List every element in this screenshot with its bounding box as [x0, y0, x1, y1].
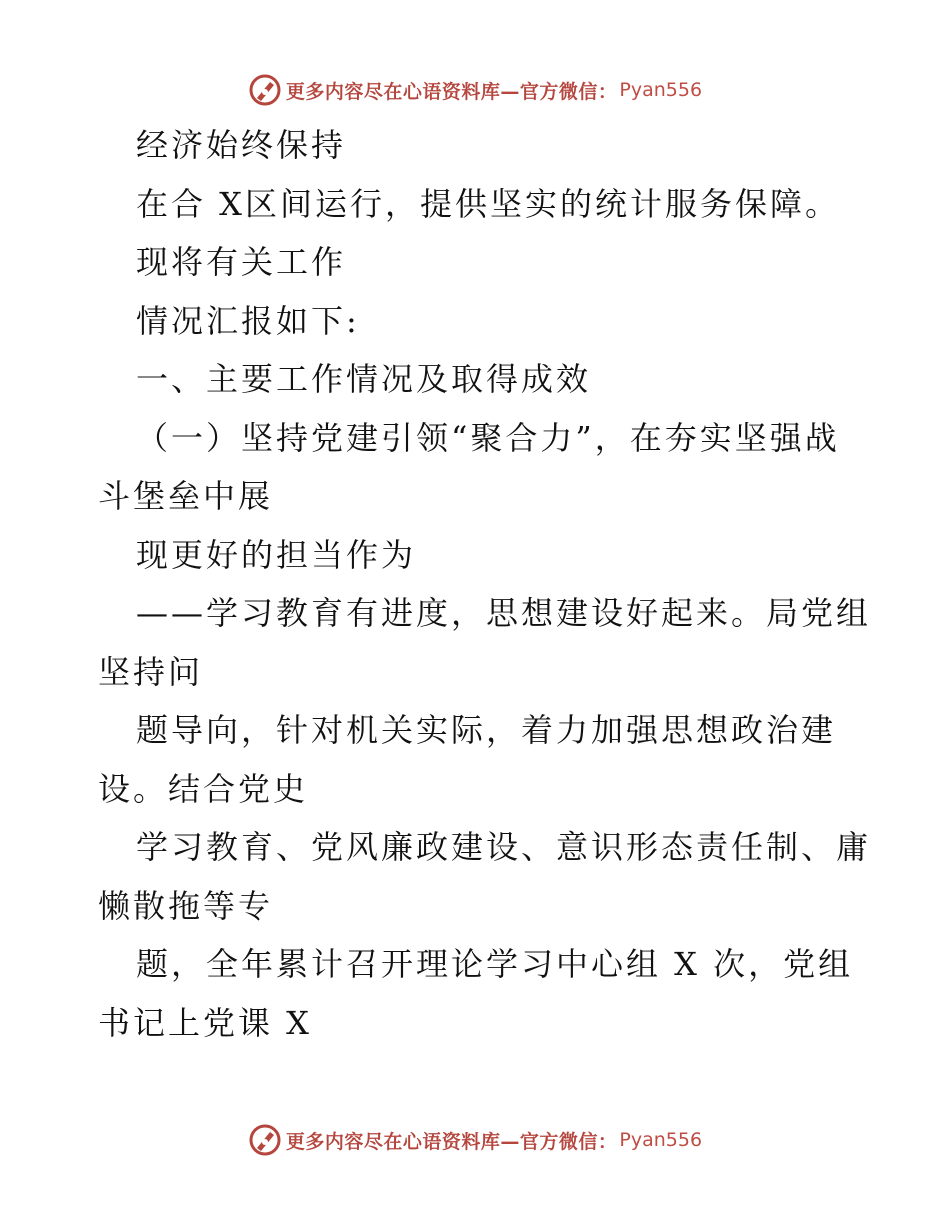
- text-line: ——学习教育有进度，思想建设好起来。局党组: [136, 594, 872, 632]
- text-line: 题导向，针对机关实际，着力加强思想政治建: [136, 711, 837, 749]
- watermark-footer: [0, 1120, 950, 1160]
- text-line: 一、主要工作情况及取得成效: [136, 360, 592, 398]
- watermark-text: 更多内容尽在心语资料库—官方微信：: [285, 1130, 618, 1153]
- text-line: （一）坚持党建引领“聚合力”，在夯实坚强战: [136, 418, 840, 457]
- pen-logo-icon: [248, 73, 282, 107]
- text-line: 懒散拖等专: [98, 886, 274, 925]
- text-line: 斗堡垒中展: [98, 477, 274, 515]
- text-line: 坚持问: [98, 652, 204, 691]
- text-line: 书记上党课 X: [98, 1003, 312, 1042]
- text-line: 现将有关工作: [136, 243, 347, 281]
- text-line: 情况汇报如下:: [136, 301, 360, 340]
- text-line: 在合 X区间运行，提供坚实的统计服务保障。: [136, 184, 840, 223]
- watermark-text: 更多内容尽在心语资料库—官方微信：: [285, 80, 618, 103]
- document-body: [98, 116, 888, 1052]
- text-line: 经济始终保持: [136, 126, 347, 164]
- text-line: 现更好的担当作为: [136, 535, 417, 574]
- text-line: 学习教育、党风廉政建设、意识形态责任制、庸: [136, 828, 872, 866]
- text-line: 设。结合党史: [98, 769, 309, 808]
- watermark-brand: Pyan556: [619, 1129, 703, 1151]
- pen-logo-icon: [248, 1123, 282, 1157]
- watermark-brand: Pyan556: [619, 79, 703, 101]
- watermark-header: [0, 70, 950, 110]
- text-line: 题，全年累计召开理论学习中心组 X 次，党组: [136, 945, 854, 983]
